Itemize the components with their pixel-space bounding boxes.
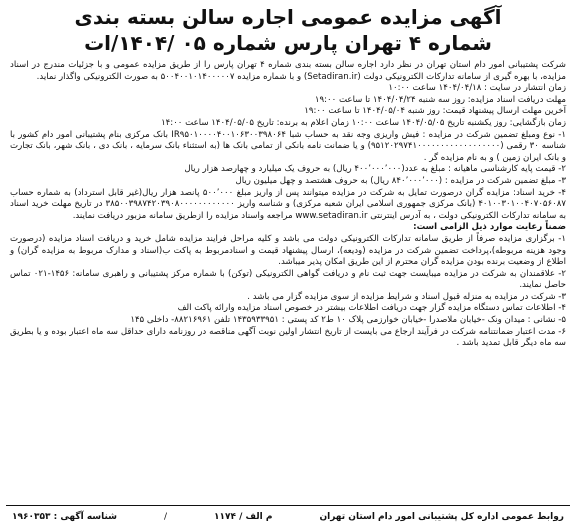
note-item: ۶- مدت اعتبار ضمانتنامه شرکت در فرآیند ارجاع می بایست از تاریخ انتشار اولین نوبت آگهی مناقصه در روزنامه دارای حداقل سه ماه اعتبار بوده و یا بطریق سه ماه دیگر قابل تمدید باشد . bbox=[10, 326, 566, 349]
notice-id: شناسه آگهی : ۱۹۶۰۳۵۳ bbox=[12, 511, 118, 522]
note-item: ۵- نشانی : میدان ونک -خیابان ملاصدرا -خیابان خوارزمی پلاک ۱۰ ط۲ کد پستی : ۱۴۳۵۹۳۳۹۵۱ تلفن ۸۸۲۱۶۹۶۱- داخلی ۱۴۵ bbox=[130, 315, 566, 326]
note-item: ۴- اطلاعات تماس دستگاه مزایده گزار جهت دریافت اطلاعات بیشتر در خصوص اسناد مزایده وارائه پاکت الف bbox=[177, 303, 566, 314]
notes-heading: ضمناً رعایت موارد ذیل الزامی است: bbox=[413, 222, 566, 233]
reference-code: م الف / ۱۱۷۴ bbox=[214, 511, 273, 522]
notice-footer bbox=[6, 505, 570, 527]
condition-item: ۳- مبلغ تضمین شرکت در مزایده : (۸۴۰٬۰۰۰٬۰۰۰ ریال) به حروف هشتصد و چهل میلیون ریال bbox=[235, 175, 566, 186]
notice-body bbox=[10, 60, 566, 350]
notice-title: آگهی مزایده عمومی اجاره سالن بسته بندی bbox=[74, 5, 502, 29]
condition-item: ۴- خرید اسناد: مزایده گران درصورت تمایل به شرکت در مزایده میتوانند پس از واریز مبلغ ۵۰۰٬۰۰۰ پانصد هزار ریال(غیر قابل استرداد) به شماره حساب ۴۰۱۰۰۳۰۱۰۰۴۰۷۰۵۶۰۸۷ (بانک مرکزی جمهوری اسلامی ایران شعبه مرکزی) و شناسه واریز ۳۸۵۰۰۳۹۸۷۴۲۰۳۹۰۸۰۰۰۰۰۰۰۰۰۰۰۰ در تاریخ مهلت خرید اسناد به سامانه تدارکات الکترونیکی دولت ، به آدرس اینترنتی www.setadiran.ir مراجعه واسناد مزایده را ازطریق سامانه مزبور دریافت نمایند. bbox=[10, 187, 567, 221]
notice-subtitle: شماره ۴ تهران پارس شماره ۰۵ /۱۴۰۴/ات bbox=[84, 31, 492, 55]
date-line: زمان بازگشایی: روز یکشنبه تاریخ ۱۴۰۴/۰۵/۰۵ ساعت ۱۰:۰۰ زمان اعلام به برنده: تاریخ ۱۴۰۴/۰۵/۰۵ ساعت ۱۴:۰۰ bbox=[161, 117, 566, 128]
condition-item: ۲- قیمت پایه کارشناسی ماهیانه : مبلغ به عدد(۴۰۰٬۰۰۰٬۰۰۰ ریال) به حروف یک میلیارد و چهارصد هزار ریال bbox=[184, 164, 566, 175]
note-item: ۳- شرکت در مزایده به منزله قبول اسناد و شرایط مزایده از سوی مزایده گزار می باشد . bbox=[247, 291, 566, 302]
date-line: آخرین مهلت ارسال پیشنهاد قیمت: روز شنبه ۱۴۰۴/۰۵/۰۴ تا ساعت ۱۹:۰۰ bbox=[304, 106, 566, 117]
note-item: ۲- علاقمندان به شرکت در مزایده میبایست جهت ثبت نام و دریافت گواهی الکترونیکی (توکن) با شماره مرکز پشتیبانی و راهبری سامانه: ۱۴۵۶-۰۲۱ تماس حاصل نمایند. bbox=[10, 268, 567, 291]
date-line: زمان انتشار در سایت : ۱۴۰۴/۰۴/۱۸ ساعت ۱۰:۰۰ bbox=[388, 83, 566, 94]
publisher-name: روابط عمومی اداره کل پشتیبانی امور دام استان تهران bbox=[319, 511, 564, 522]
note-item: ۱- برگزاری مزایده صرفاً از طریق سامانه تدارکات الکترونیکی دولت می باشد و کلیه مراحل فرایند مزایده شامل خرید و دریافت اسناد مزایده (درصورت وجود هزینه مربوطه)،پرداخت تضمین شرکت در مزایده (ودیعه)، ارسال پیشنهاد قیمت و اسنادمربوط به پاکت ب(اسناد و مدارک مربوط به مزایده گران) و اطلاع از وضعیت برنده بودن مزایده گران محترم از این طریق امکان پذیر میباشد. bbox=[10, 233, 566, 268]
intro-paragraph: شرکت پشتیبانی امور دام استان تهران در نظر دارد اجاره سالن بسته بندی شماره ۴ تهران پارس را از طریق مزایده عمومی و با جزئیات مندرج در اسناد مزایده، با بهره گیری از سامانه تدارکات الکترونیکی دولت (Setadiran.ir) و با شماره مزایده ۵۰۰۴۰۰۱۰۱۴۰۰۰۰۰۷ به صورت الکترونیکی واگذار نماید. bbox=[10, 60, 566, 82]
date-line: مهلت دریافت اسناد مزایده: روز سه شنبه ۱۴۰۴/۰۴/۲۴ تا ساعت ۱۹:۰۰ bbox=[314, 94, 566, 105]
footer-separator: / bbox=[164, 511, 168, 522]
condition-item: ۱- نوع ومبلغ تضمین شرکت در مزایده : فیش واریزی وجه نقد به حساب شبا IR۹۵۰۱۰۰۰۰۴۰۰۱۰۶۳۰۰۳۹۸۰۶۴ بانک مرکزی بنام پشتیبانی امور دام کشور با شناسه ۳۰ رقمی (۹۵۱۲۰۲۹۷۴۱۰۰۰۰۰۰۰۰۰۰۰۰۰۰۰۰۰۰) و یا ضمانت نامه بانکی از تمامی بانک ها (به استثناء بانک سرمایه ، بانک دی ، بانک شهر، بانک تجارت و بانک ایران زمین ) و به نام مزایده گر . bbox=[10, 129, 566, 163]
